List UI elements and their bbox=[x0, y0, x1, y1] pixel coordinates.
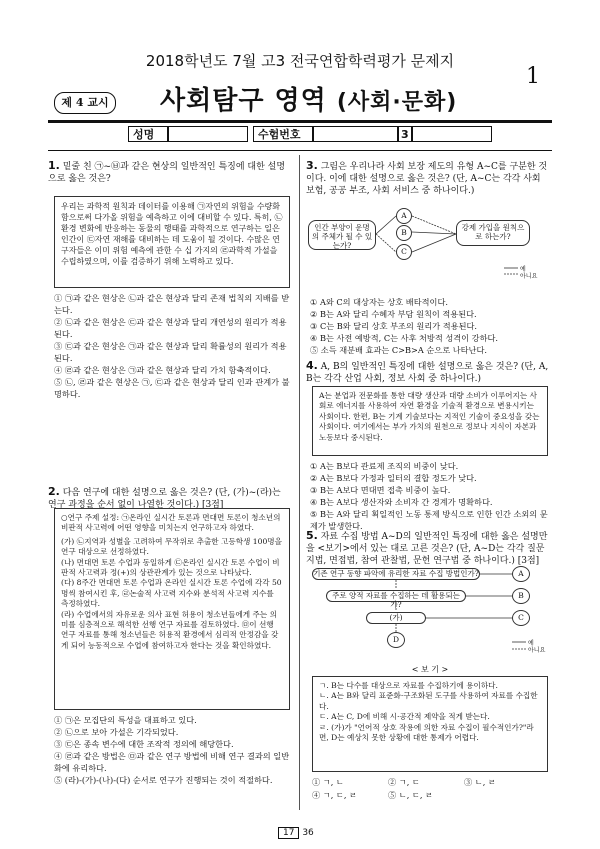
q5-question-3: (가) bbox=[366, 612, 426, 624]
q2-options bbox=[54, 714, 294, 786]
q5-question-1: 기존 연구 동향 파악에 유리한 자료 수집 방법인가? bbox=[313, 569, 479, 578]
subject-sub: (사회·문화) bbox=[336, 90, 458, 115]
header-rule-2 bbox=[48, 150, 552, 151]
q2-step-na: (나) 면대면 토론 수업과 동일하게 ㉢온라인 실시간 토론 수업이 비판적 사고력과 정(+)의 상관관계가 있는 것으로 나타났다. bbox=[61, 557, 280, 578]
q5-node-b: B bbox=[512, 588, 530, 604]
q1-option-2[interactable]: ② ㉡과 같은 현상은 ㉢과 같은 현상과 달리 개연성의 원리가 적용된다. bbox=[54, 317, 287, 339]
q3-options bbox=[310, 296, 552, 356]
exam-number-value: 3 bbox=[398, 126, 412, 142]
page-number: 1 bbox=[526, 64, 540, 89]
q3-option-3[interactable]: ③ C는 B와 달리 상호 부조의 원리가 적용된다. bbox=[310, 321, 477, 331]
q5-option-2[interactable]: ② ㄱ, ㄷ bbox=[388, 777, 420, 787]
column-divider bbox=[299, 155, 300, 810]
q5-number: 5. bbox=[306, 529, 318, 542]
q1-option-3[interactable]: ③ ㉢과 같은 현상은 ㉠과 같은 현상과 달리 확률성의 원리가 적용된다. bbox=[54, 341, 287, 363]
q2-stem-text: 다음 연구에 대한 설명으로 옳은 것은? (단, (가)~(라)는 연구 과정을 순서 없이 나열한 것이다.) [3점] bbox=[48, 488, 281, 510]
q5-node-a: A bbox=[512, 566, 530, 582]
q1-options bbox=[54, 292, 294, 400]
q1-option-4[interactable]: ④ ㉣과 같은 현상은 ㉠과 같은 현상과 달리 가치 함축적이다. bbox=[54, 365, 271, 375]
subject-title bbox=[160, 80, 457, 117]
q3-node-a: A bbox=[396, 208, 412, 224]
q4-stem-text: A, B의 일반적인 특징에 대한 설명으로 옳은 것은? (단, A, B는 각각 산업 사회, 정보 사회 중 하나이다.) bbox=[306, 362, 549, 384]
q4-option-5[interactable]: ⑤ B는 A와 달리 획일적인 노동 통제 방식으로 인한 인간 소외의 문제가 발생한다. bbox=[310, 509, 548, 531]
q3-legend-yes: 예 bbox=[520, 266, 526, 273]
q4-option-1[interactable]: ① A는 B보다 관료제 조직의 비중이 낮다. bbox=[310, 461, 459, 471]
q2-option-2[interactable]: ② ㉡으로 보아 가설은 기각되었다. bbox=[54, 727, 179, 737]
q4-option-2[interactable]: ② A는 B보다 가정과 일터의 결합 정도가 낮다. bbox=[310, 473, 477, 483]
q5-legend-yes: 예 bbox=[528, 640, 534, 647]
q2-option-3[interactable]: ③ ㉢은 종속 변수에 대한 조작적 정의에 해당한다. bbox=[54, 739, 234, 749]
q1-option-5[interactable]: ⑤ ㉡, ㉣과 같은 현상은 ㉠, ㉢과 같은 현상과 달리 인과 관계가 불명하다. bbox=[54, 377, 290, 399]
q5-option-4[interactable]: ④ ㄱ, ㄷ, ㄹ bbox=[312, 790, 357, 800]
q5-diagram bbox=[306, 566, 552, 662]
q4-options bbox=[310, 460, 552, 532]
q5-bogi-ga: ㄱ. B는 다수를 대상으로 자료를 수집하기에 용이하다. bbox=[319, 681, 498, 690]
q5-option-5[interactable]: ⑤ ㄴ, ㄷ, ㄹ bbox=[388, 790, 433, 800]
q5-node-d: D bbox=[387, 632, 405, 648]
q1-option-1[interactable]: ① ㉠과 같은 현상은 ㉡과 같은 현상과 달리 존재 법칙의 지배를 받는다. bbox=[54, 293, 290, 315]
q3-diagram bbox=[306, 206, 552, 294]
page-footer bbox=[278, 828, 314, 838]
q3-stem bbox=[306, 160, 552, 197]
name-field[interactable] bbox=[168, 126, 248, 142]
q3-node-b: B bbox=[396, 225, 412, 241]
q5-legend-no: 아니요 bbox=[528, 647, 546, 654]
q3-left-question: 인간 부양이 운명의 주체가 될 수 있는가? bbox=[308, 220, 376, 250]
header-rule bbox=[48, 120, 552, 123]
name-label: 성명 bbox=[128, 126, 168, 142]
q4-passage: A는 분업과 전문화를 통한 대량 생산과 대량 소비가 이루어지는 사회로 에너지를 사용하여 자연 환경을 기술적 환경으로 변용시키는 사회이다. 한편, B는 기계 기술보다는 지적인 기술이 중요성을 갖는 사회이다. 여기에서는 부가 가치의 원천으로 정보나 지식이 자본과 노동보다 중시된다. bbox=[312, 386, 548, 456]
exam-number-label: 수험번호 bbox=[253, 126, 313, 142]
q1-passage: 우리는 과학적 원칙과 데이터를 이용해 ㉠자연의 위험을 수량화함으로써 다가올 위험을 예측하고 이에 대비할 수 있다. 특히, ㉡환경 변화에 반응하는 동물의 행태를 과학적으로 연구하는 일은 인간이 ㉢자연 재해를 대비하는 데 도움이 될 것이다. 수많은 연구자들은 이미 위험 예측에 관한 수 십 가지의 ㉣과학적 가설을 수립하였으며, 이를 검증하기 위해 노력하고 있다. bbox=[54, 196, 290, 288]
period-badge: 제 4 교시 bbox=[54, 92, 116, 114]
q3-node-c: C bbox=[396, 244, 412, 260]
q3-stem-text: 그림은 우리나라 사회 보장 제도의 유형 A~C를 구분한 것이다. 이에 대한 설명으로 옳은 것은? (단, A~C는 각각 사회 보험, 공공 부조, 사회 서비스 중 하나이다.) bbox=[306, 162, 548, 196]
q2-option-1[interactable]: ① ㉠은 모집단의 특성을 대표하고 있다. bbox=[54, 715, 197, 725]
q5-option-1[interactable]: ① ㄱ, ㄴ bbox=[312, 777, 344, 787]
id-row bbox=[48, 126, 552, 144]
q2-passage bbox=[54, 508, 290, 710]
q2-step-da: (다) 8주간 면대면 토론 수업과 온라인 실시간 토론 수업에 각각 50명씩 참여시킨 후, ㉣논술적 사고력 지수와 분석적 사고력 지수를 측정하였다. bbox=[61, 578, 282, 609]
q4-option-3[interactable]: ③ B는 A보다 면대면 접촉 비중이 높다. bbox=[310, 485, 451, 495]
q1-stem bbox=[48, 160, 292, 185]
q3-number: 3. bbox=[306, 159, 318, 172]
q2-step-ra: (라) 수업에서의 자유로운 의사 표현 허용이 청소년들에게 주는 의미를 심층적으로 해석한 선행 연구 자료를 검토하였다. ㉤이 선행 연구 자료를 통해 청소년들은 허용적 환경에서 심리적 안정감을 갖게 되어 능동적으로 수업에 참여하고자 한다는 것을 확인하였다. bbox=[61, 609, 279, 650]
q5-bogi-box bbox=[312, 676, 548, 772]
q5-stem bbox=[306, 530, 552, 567]
footer-current-page: 17 bbox=[278, 827, 299, 839]
q4-stem bbox=[306, 360, 552, 385]
q2-step-ga: (가) ㉡지역과 성별을 고려하여 무작위로 추출한 고등학생 100명을 연구 대상으로 선정하였다. bbox=[61, 536, 282, 557]
footer-total-pages: 36 bbox=[302, 828, 314, 838]
exam-title: 2018학년도 7월 고3 전국연합학력평가 문제지 bbox=[145, 52, 455, 70]
q5-bogi-ra: ㄹ. (가)가 "언어적 상호 작용에 의한 자료 수집이 필수적인가?"라면, D는 예상치 못한 상황에 대한 통제가 어렵다. bbox=[319, 722, 534, 743]
q5-question-2: 주로 양적 자료를 수집하는 데 활용되는가? bbox=[326, 590, 466, 602]
q2-option-5[interactable]: ⑤ (라)-(가)-(나)-(다) 순서로 연구가 진행되는 것이 적절하다. bbox=[54, 775, 273, 785]
q3-option-4[interactable]: ④ B는 사전 예방적, C는 사후 처방적 성격이 강하다. bbox=[310, 333, 499, 343]
subject-main: 사회탐구 영역 bbox=[160, 86, 327, 116]
q5-options bbox=[312, 776, 552, 802]
q5-stem-text: 자료 수집 방법 A~D의 일반적인 특징에 대한 옳은 설명만을 <보기>에서 있는 대로 고른 것은? (단, A~D는 각각 질문지법, 면접법, 참여 관찰법, 문헌 연구법 중 하나이다.) [3점] bbox=[306, 532, 548, 566]
q4-option-4[interactable]: ④ B는 A보다 생산자와 소비자 간 경계가 명확하다. bbox=[310, 497, 493, 507]
q1-number: 1. bbox=[48, 159, 60, 172]
q1-stem-text: 밑줄 친 ㉠~㉥과 같은 현상의 일반적인 특징에 대한 설명으로 옳은 것은? bbox=[48, 162, 286, 184]
q2-topic: ○연구 주제 설정: ㉠온라인 실시간 토론과 면대면 토론이 청소년의 비판적 사고력에 어떤 영향을 미치는지 연구하고자 하였다. bbox=[61, 513, 281, 533]
q5-option-3[interactable]: ③ ㄴ, ㄹ bbox=[464, 777, 496, 787]
q5-node-c: C bbox=[512, 610, 530, 626]
q5-bogi-na: ㄴ. A는 B와 달리 표준화·구조화된 도구를 사용하여 자료를 수집한다. bbox=[319, 691, 538, 711]
exam-number-field-2[interactable] bbox=[412, 126, 492, 142]
exam-number-field[interactable] bbox=[313, 126, 398, 142]
q2-option-4[interactable]: ④ ㉣과 같은 방법은 ㉤과 같은 연구 방법에 비해 연구 결과의 일반화에 유리하다. bbox=[54, 751, 290, 773]
q4-number: 4. bbox=[306, 359, 318, 372]
q3-option-5[interactable]: ⑤ 소득 재분배 효과는 C>B>A 순으로 나타난다. bbox=[310, 345, 487, 355]
q5-bogi-title: < 보 기 > bbox=[411, 665, 449, 674]
q3-option-1[interactable]: ① A와 C의 대상자는 상호 배타적이다. bbox=[310, 297, 448, 307]
q5-bogi-da: ㄷ. A는 C, D에 비해 시·공간적 제약을 적게 받는다. bbox=[319, 712, 490, 722]
q3-option-2[interactable]: ② B는 A와 달리 수혜자 부담 원칙이 적용된다. bbox=[310, 309, 477, 319]
q3-legend-no: 아니요 bbox=[520, 273, 538, 280]
q3-right-question: 강제 가입을 원칙으로 하는가? bbox=[456, 220, 530, 246]
q2-number: 2. bbox=[48, 485, 60, 498]
